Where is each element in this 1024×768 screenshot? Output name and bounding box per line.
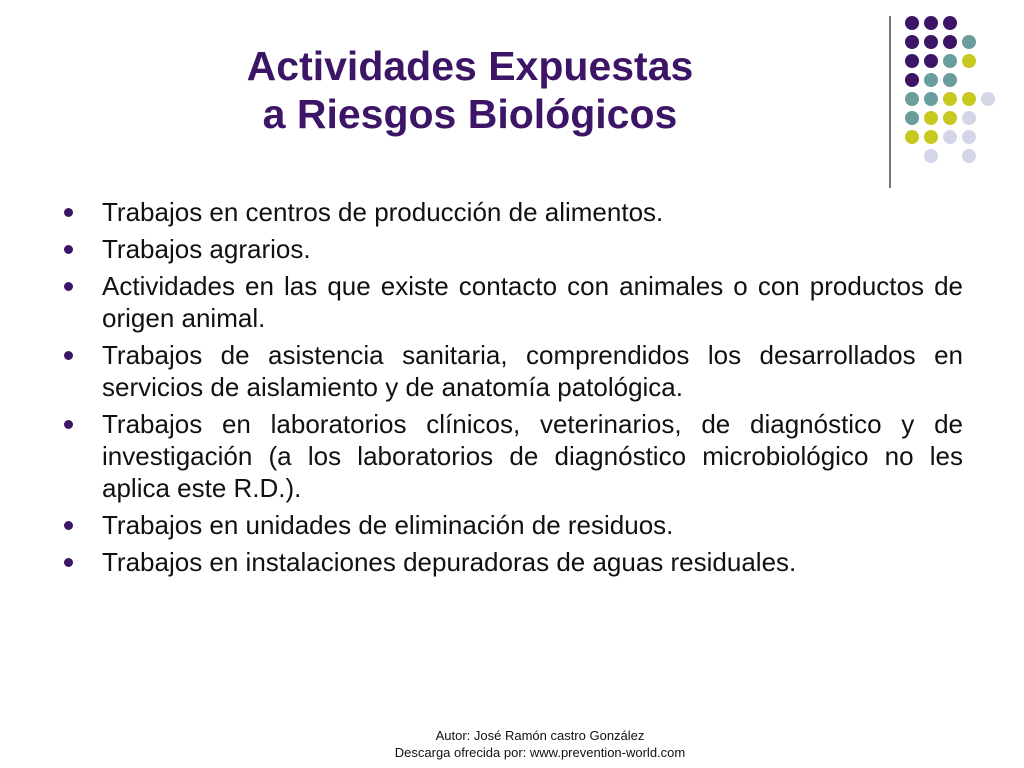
decorative-dot-icon <box>905 73 919 87</box>
decorative-dot-icon <box>981 92 995 106</box>
decorative-dot-icon <box>905 35 919 49</box>
decorative-dot-icon <box>924 130 938 144</box>
decorative-dot-icon <box>943 35 957 49</box>
bullet-item <box>62 270 963 334</box>
slide-footer <box>330 727 750 761</box>
title-line-1: Actividades Expuestas <box>246 43 694 89</box>
decorative-dot-icon <box>924 73 938 87</box>
bullet-item <box>62 546 963 578</box>
decorative-dot-icon <box>924 149 938 163</box>
decorative-dot-icon <box>962 35 976 49</box>
decorative-dot-icon <box>962 149 976 163</box>
bullet-text: Trabajos en unidades de eliminación de residuos. <box>102 510 674 540</box>
bullet-text: Trabajos de asistencia sanitaria, comprendidos los desarrollados en servicios de aislamiento y de anatomía patológica. <box>102 340 963 402</box>
bullet-dot-icon <box>64 521 73 530</box>
decorative-dot-icon <box>905 54 919 68</box>
bullet-list <box>62 196 963 583</box>
decorative-dot-icon <box>905 111 919 125</box>
slide-title <box>150 42 790 138</box>
bullet-dot-icon <box>64 282 73 291</box>
decorative-dot-icon <box>962 111 976 125</box>
footer-author: Autor: José Ramón castro González <box>435 728 645 743</box>
decorative-dot-icon <box>924 16 938 30</box>
bullet-item <box>62 233 963 265</box>
bullet-item <box>62 408 963 504</box>
decorative-dot-icon <box>924 54 938 68</box>
decorative-dot-icon <box>943 73 957 87</box>
decorative-dot-icon <box>924 111 938 125</box>
bullet-text: Trabajos en centros de producción de alimentos. <box>102 197 664 227</box>
decorative-dot-icon <box>962 92 976 106</box>
decorative-dot-icon <box>943 92 957 106</box>
bullet-item <box>62 196 963 228</box>
decorative-dot-icon <box>924 92 938 106</box>
bullet-dot-icon <box>64 351 73 360</box>
bullet-item <box>62 339 963 403</box>
decorative-dot-icon <box>943 54 957 68</box>
decorative-dot-icon <box>905 130 919 144</box>
bullet-dot-icon <box>64 208 73 217</box>
decorative-dot-icon <box>962 130 976 144</box>
decorative-dot-icon <box>943 111 957 125</box>
bullet-dot-icon <box>64 558 73 567</box>
decorative-dot-icon <box>962 54 976 68</box>
decorative-dot-icon <box>905 92 919 106</box>
bullet-text: Trabajos en instalaciones depuradoras de aguas residuales. <box>102 547 797 577</box>
bullet-dot-icon <box>64 245 73 254</box>
footer-download: Descarga ofrecida por: www.prevention-world.com <box>394 745 686 760</box>
divider-line <box>889 16 891 188</box>
decorative-dot-icon <box>943 16 957 30</box>
bullet-text: Trabajos en laboratorios clínicos, veterinarios, de diagnóstico y de investigación (a los laboratorios de diagnóstico microbiológico no les aplica este R.D.). <box>102 409 963 503</box>
bullet-text: Trabajos agrarios. <box>102 234 311 264</box>
decorative-dot-icon <box>905 16 919 30</box>
bullet-dot-icon <box>64 420 73 429</box>
decorative-dot-icon <box>943 130 957 144</box>
bullet-text: Actividades en las que existe contacto con animales o con productos de origen animal. <box>102 271 963 333</box>
title-line-2: a Riesgos Biológicos <box>262 91 678 137</box>
decorative-dot-icon <box>924 35 938 49</box>
bullet-item <box>62 509 963 541</box>
